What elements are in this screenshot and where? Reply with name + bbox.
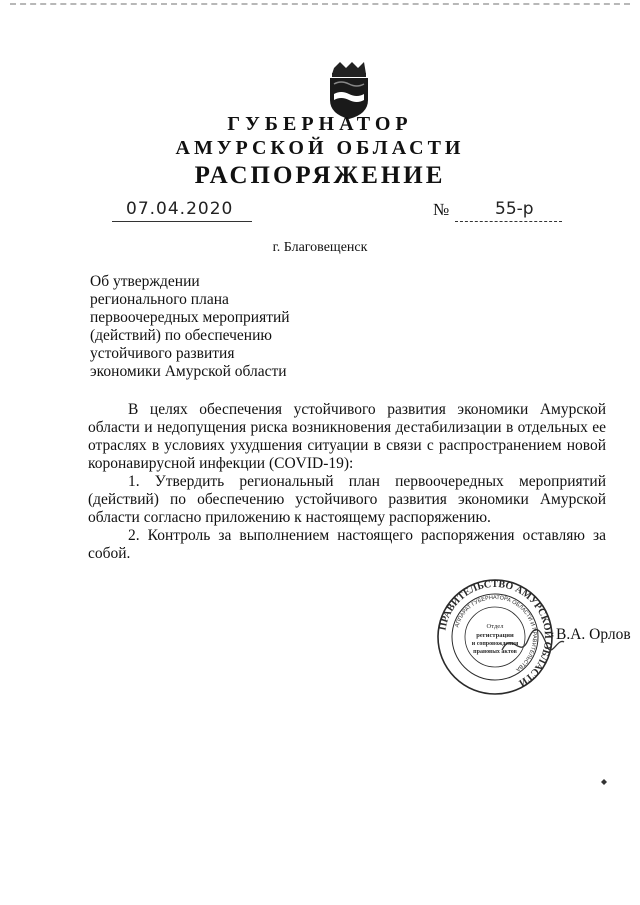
seal-inner-line: Отдел bbox=[486, 623, 504, 630]
date-field bbox=[112, 199, 252, 222]
seal-ring-text: АППАРАТ ГУБЕРНАТОРА ОБЛАСТИ И ПРАВИТЕЛЬСТВА bbox=[454, 594, 538, 673]
org-title-line1: ГУБЕРНАТОР bbox=[227, 113, 413, 135]
subject-line: первоочередных мероприятий bbox=[90, 309, 290, 326]
subject-line: (действий) по обеспечению bbox=[90, 327, 272, 344]
number-field bbox=[455, 199, 562, 222]
item-1-paragraph: 1. Утвердить региональный план первоочередных мероприятий (действий) по обеспечению устойчивого развития экономики Амурской области согласно приложению к настоящему распоряжению. bbox=[88, 473, 606, 526]
date-value: 07.04.2020 bbox=[126, 199, 234, 219]
preamble-paragraph: В целях обеспечения устойчивого развития экономики Амурской области и недопущения риска возникновения дестабилизации в отдельных ее отраслях в условиях ухудшения ситуации в связи с распространением новой коронавирусной инфекции (COVID-19): bbox=[88, 401, 606, 472]
seal-inner-line: и сопровождения bbox=[471, 641, 519, 647]
item-2-paragraph: 2. Контроль за выполнением настоящего распоряжения оставляю за собой. bbox=[88, 527, 606, 562]
coat-of-arms-icon bbox=[326, 60, 372, 120]
signer-name: В.А. Орлов bbox=[556, 626, 631, 643]
document-type: РАСПОРЯЖЕНИЕ bbox=[194, 162, 446, 189]
seal-inner-line: правовых актов bbox=[473, 649, 517, 655]
top-border-line bbox=[10, 3, 630, 5]
subject-line: Об утверждении bbox=[90, 273, 200, 290]
number-value: 55-р bbox=[495, 199, 534, 219]
seal-outer-text: ПРАВИТЕЛЬСТВО АМУРСКОЙ ОБЛАСТИ bbox=[437, 578, 554, 689]
number-label: № bbox=[433, 200, 450, 219]
org-title-line2: АМУРСКОЙ ОБЛАСТИ bbox=[175, 137, 465, 159]
document-subject bbox=[90, 273, 330, 381]
subject-line: экономики Амурской области bbox=[90, 363, 287, 380]
seal-inner-line: регистрации bbox=[476, 632, 514, 639]
city: г. Благовещенск bbox=[272, 240, 368, 255]
document-body bbox=[88, 401, 606, 563]
corner-mark-icon bbox=[600, 778, 608, 786]
subject-line: регионального плана bbox=[90, 291, 229, 308]
subject-line: устойчивого развития bbox=[90, 345, 235, 362]
